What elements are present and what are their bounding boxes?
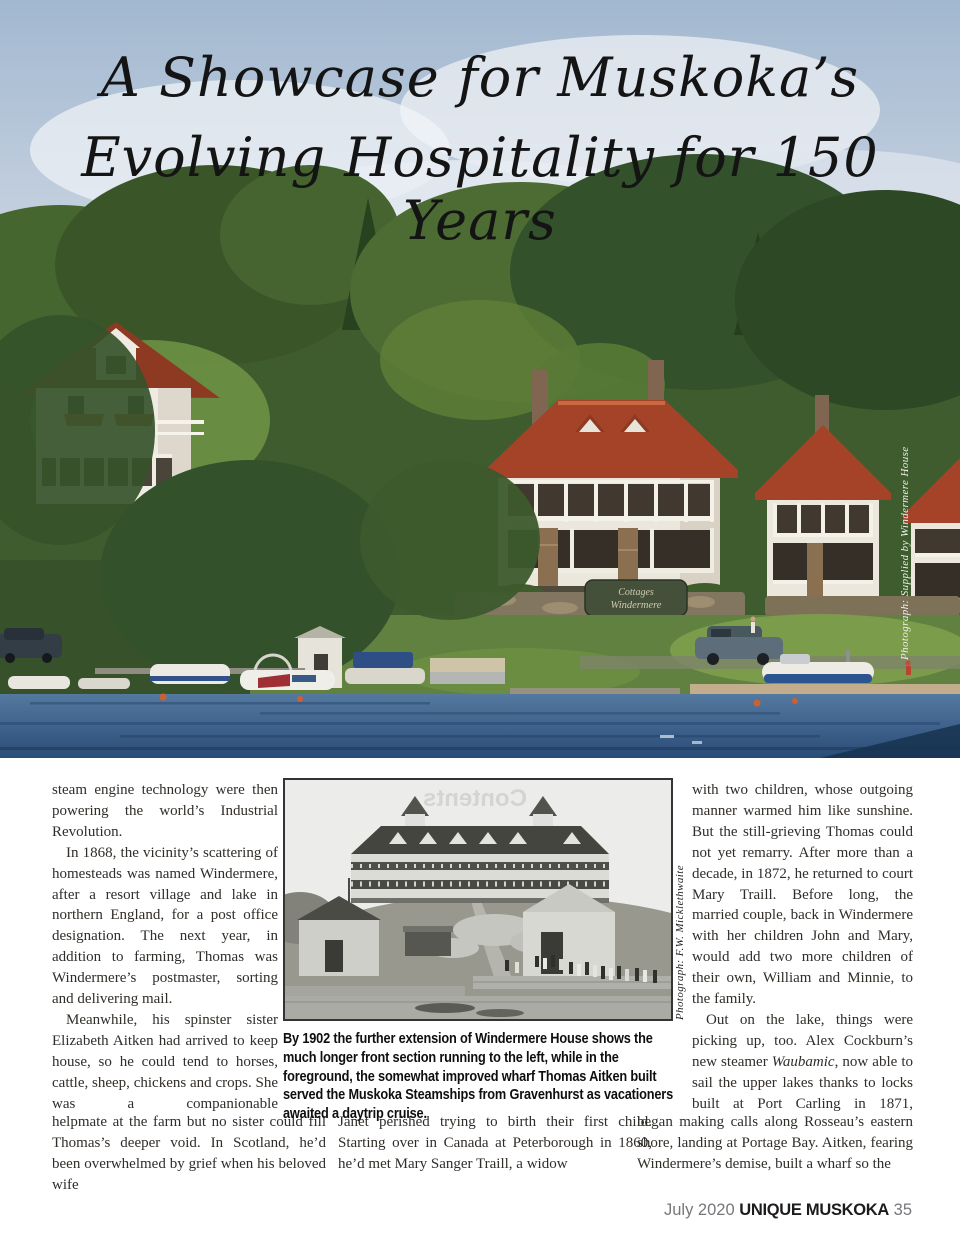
paragraph: helpmate at the farm but no sister could fill Thomas’s deeper void. In Scotland, he’d been overwhelmed by grief when his beloved wife	[52, 1114, 326, 1193]
foreground-water	[285, 996, 671, 1019]
page-number: 35	[893, 1201, 912, 1219]
historical-photo-illustration	[285, 780, 671, 1019]
page-footer	[664, 1201, 912, 1220]
ghost-contents-showthrough: Contents	[423, 785, 527, 812]
paragraph: Janet perished trying to birth their first child. Starting over in Canada at Peterborough in 1860, he’d met Mary Sanger Traill, a widow	[338, 1114, 652, 1172]
sign-line2: Windermere	[610, 600, 662, 611]
paragraph: with two children, whose outgoing manner warmed him like sunshine. But the still-grieving Thomas could not yet remarry. After more than a decade, in 1872, he returned to court Mary Traill. Before long, the married couple, back in Windermere with her children John and Mary, would add two more children of their own, William and Minnie, to the family.	[692, 782, 913, 1008]
left-column	[52, 780, 278, 1115]
right-column	[692, 780, 913, 1115]
left-column-continued	[52, 1112, 326, 1196]
cottages-windermere-sign	[585, 580, 687, 616]
article-title-line2: Evolving Hospitality for 150 Years	[81, 126, 879, 252]
person-standing	[751, 622, 755, 633]
photo-caption: By 1902 the further extension of Windermere House shows the much longer front section running to the left, while in the foreground, the somewhat improved wharf Thomas Aitken built served the Muskoka Steamships from Gravenhurst as vacationers awaited a daytrip cruise.	[283, 1030, 674, 1123]
person-at-beach	[906, 666, 911, 675]
middle-column-continued	[338, 1112, 652, 1175]
hero-photo-credit: Photograph: Supplied by Windermere House	[899, 446, 911, 660]
magazine-name: UNIQUE MUSKOKA	[739, 1201, 890, 1219]
historical-photo-credit: Photograph: F.W. Micklethwaite	[674, 865, 686, 1020]
right-column-continued	[637, 1112, 913, 1175]
article-title-line1: A Showcase for Muskoka’s	[100, 46, 860, 109]
beach-strip	[690, 684, 960, 694]
paragraph	[692, 1010, 913, 1115]
lake-water	[0, 694, 960, 759]
paragraph-text: , now able to sail the upper lakes thanks to locks built at Port Carling in 1871,	[692, 1053, 914, 1112]
paragraph-text: Out on the lake, things were picking up, too. Alex Cockburn’s new steamer	[692, 1011, 913, 1070]
paragraph: Meanwhile, his spinster sister Elizabeth Aitken had arrived to keep house, so he could tend to horses, cattle, sheep, chickens and crops. She was a companionable	[52, 1011, 278, 1112]
paragraph: steam engine technology were then powering the world’s Industrial Revolution.	[52, 782, 278, 840]
steamer-name: Waubamic	[771, 1053, 835, 1070]
issue-date: July 2020	[664, 1201, 735, 1219]
historical-photo-windermere-1902	[283, 778, 673, 1021]
sign-line1: Cottages	[618, 587, 654, 598]
paragraph: began making calls along Rosseau’s eastern shore, landing at Portage Bay. Aitken, fearing Windermere’s demise, built a wharf so the	[637, 1114, 913, 1172]
paragraph: In 1868, the vicinity’s scattering of homesteads was named Windermere, after a resort village and lake in northern England, for a post office designation. The next year, in addition to farming, Thomas was Windermere’s postmaster, sorting and delivering mail.	[52, 844, 278, 1008]
